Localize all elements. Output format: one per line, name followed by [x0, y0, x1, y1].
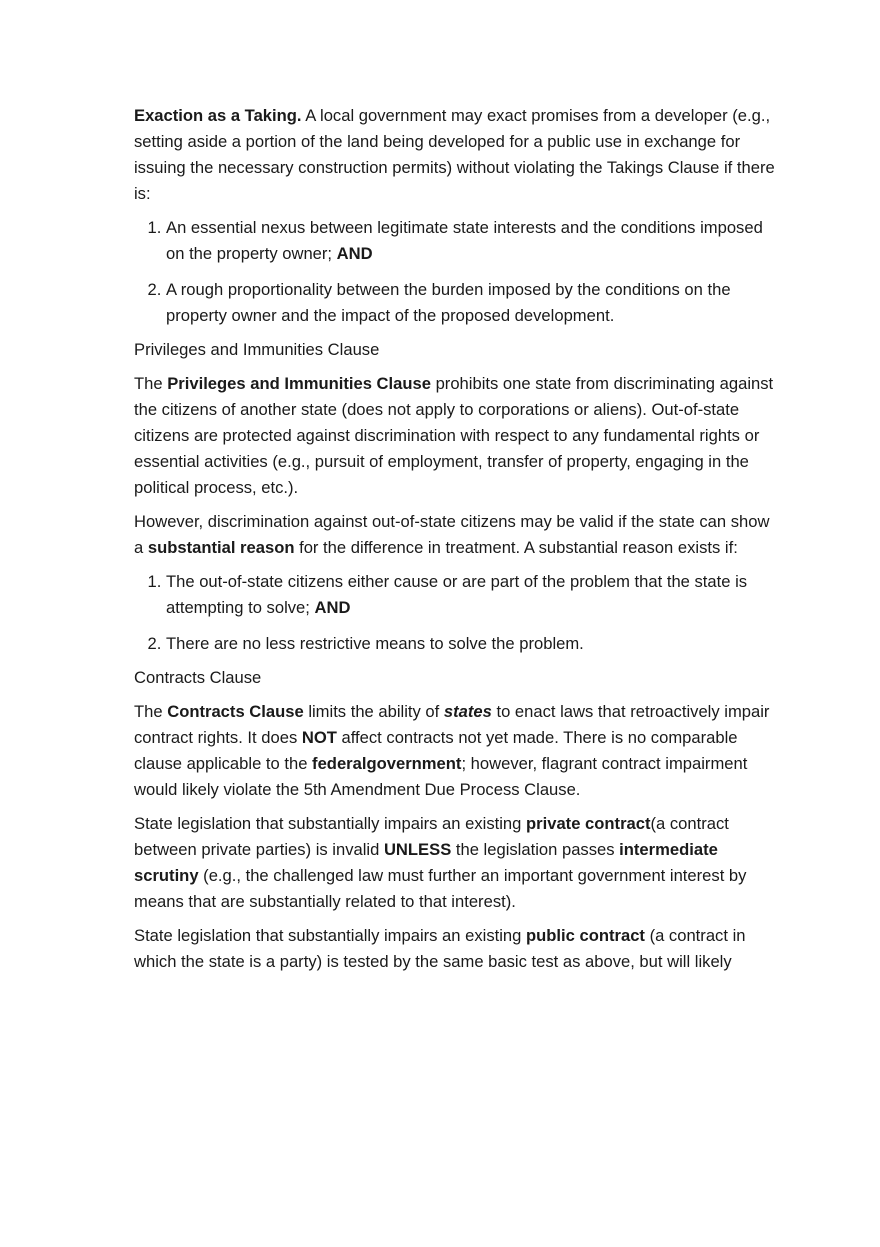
- list-item: 1. An essential nexus between legitimate state interests and the conditions imposed on the property owner; AND: [166, 215, 778, 267]
- privileges-paragraph-1: The Privileges and Immunities Clause prohibits one state from discriminating against the citizens of another state (does not apply to corporations or aliens). Out-of-state citizens are protected against discrimination with respect to any fundamental rights or essential activities (e.g., pursuit of employment, transfer of property, engaging in the political process, etc.).: [134, 374, 774, 497]
- privileges-list: [134, 569, 778, 657]
- exaction-paragraph: Exaction as a Taking. A local government may exact promises from a developer (e.g., setting aside a portion of the land being developed for a public use in exchange for issuing the necessary construction permits) without violating the Takings Clause if there is:: [134, 106, 775, 203]
- exaction-list: [134, 215, 778, 329]
- privileges-paragraph-2: However, discrimination against out-of-state citizens may be valid if the state can show a substantial reason for the difference in treatment. A substantial reason exists if:: [134, 512, 770, 557]
- exaction-title: Exaction as a Taking.: [134, 106, 302, 125]
- document-body: [134, 103, 778, 983]
- list-item: 1. The out-of-state citizens either cause or are part of the problem that the state is attempting to solve; AND: [166, 569, 778, 621]
- contracts-paragraph-1: The Contracts Clause limits the ability of states to enact laws that retroactively impair contract rights. It does NOT affect contracts not yet made. There is no comparable clause applicable to the federalgovernment; however, flagrant contract impairment would likely violate the 5th Amendment Due Process Clause.: [134, 702, 770, 799]
- list-item: 2. A rough proportionality between the burden imposed by the conditions on the property owner and the impact of the proposed development.: [166, 277, 778, 329]
- contracts-heading: Contracts Clause: [134, 668, 262, 687]
- privileges-heading: Privileges and Immunities Clause: [134, 340, 380, 359]
- list-item: 2. There are no less restrictive means to solve the problem.: [166, 631, 778, 657]
- contracts-paragraph-3: State legislation that substantially impairs an existing public contract (a contract in which the state is a party) is tested by the same basic test as above, but will likely: [134, 926, 746, 971]
- contracts-paragraph-2: State legislation that substantially impairs an existing private contract(a contract between private parties) is invalid UNLESS the legislation passes intermediate scrutiny (e.g., the challenged law must further an important government interest by means that are substantially related to that interest).: [134, 814, 747, 911]
